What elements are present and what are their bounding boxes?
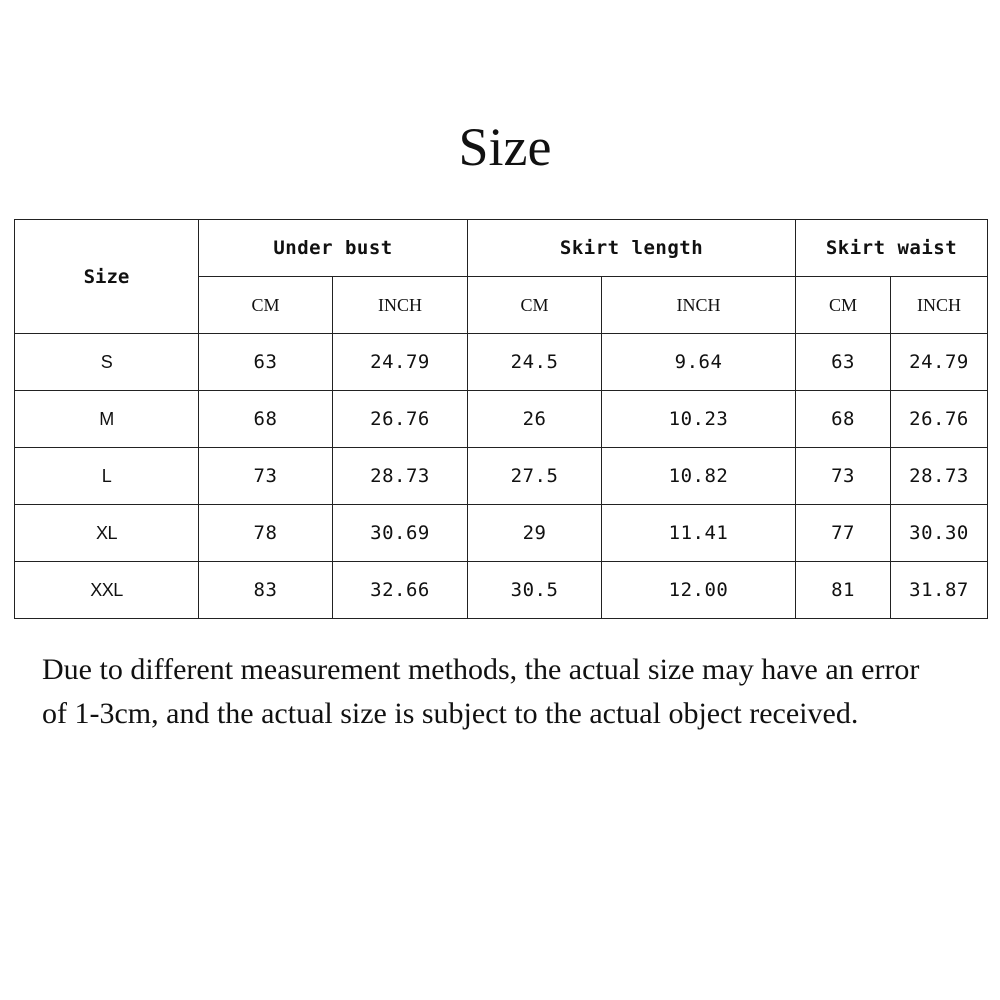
measurement-note: Due to different measurement methods, the actual size may have an error of 1-3cm, and the actual size is subject to the actual object received.: [42, 653, 920, 730]
size-label: L: [15, 448, 199, 505]
table-row: [15, 391, 988, 448]
skirt-length-cm: 30.5: [468, 562, 602, 619]
skirt-length-inch: 10.23: [602, 391, 796, 448]
skirt-length-inch: 10.82: [602, 448, 796, 505]
skirt-length-cm: 27.5: [468, 448, 602, 505]
skirt-waist-header: Skirt waist: [796, 220, 988, 277]
size-chart-table: [14, 219, 988, 619]
table-header-row: [15, 220, 988, 277]
under-bust-inch: 24.79: [333, 334, 468, 391]
under-bust-inch: 32.66: [333, 562, 468, 619]
size-column-header: Size: [15, 220, 199, 334]
table-row: [15, 562, 988, 619]
size-label: XL: [15, 505, 199, 562]
under-bust-cm: 78: [199, 505, 333, 562]
skirt-length-inch: 12.00: [602, 562, 796, 619]
unit-header-inch: INCH: [602, 277, 796, 334]
unit-header-cm: CM: [199, 277, 333, 334]
skirt-length-header: Skirt length: [468, 220, 796, 277]
under-bust-cm: 63: [199, 334, 333, 391]
skirt-length-inch: 11.41: [602, 505, 796, 562]
unit-header-inch: INCH: [333, 277, 468, 334]
unit-header-cm: CM: [796, 277, 891, 334]
under-bust-header: Under bust: [199, 220, 468, 277]
skirt-waist-inch: 31.87: [891, 562, 988, 619]
skirt-waist-inch: 30.30: [891, 505, 988, 562]
unit-header-inch: INCH: [891, 277, 988, 334]
skirt-length-cm: 24.5: [468, 334, 602, 391]
skirt-waist-inch: 26.76: [891, 391, 988, 448]
skirt-waist-cm: 77: [796, 505, 891, 562]
table-row: [15, 505, 988, 562]
skirt-waist-cm: 81: [796, 562, 891, 619]
under-bust-cm: 68: [199, 391, 333, 448]
skirt-waist-cm: 68: [796, 391, 891, 448]
skirt-waist-inch: 28.73: [891, 448, 988, 505]
table-row: [15, 334, 988, 391]
skirt-waist-inch: 24.79: [891, 334, 988, 391]
skirt-length-cm: 29: [468, 505, 602, 562]
skirt-waist-cm: 63: [796, 334, 891, 391]
skirt-waist-cm: 73: [796, 448, 891, 505]
under-bust-cm: 73: [199, 448, 333, 505]
size-label: M: [15, 391, 199, 448]
page-title: Size: [458, 117, 552, 177]
under-bust-inch: 28.73: [333, 448, 468, 505]
under-bust-cm: 83: [199, 562, 333, 619]
table-row: [15, 448, 988, 505]
skirt-length-inch: 9.64: [602, 334, 796, 391]
unit-header-cm: CM: [468, 277, 602, 334]
size-label: XXL: [15, 562, 199, 619]
under-bust-inch: 30.69: [333, 505, 468, 562]
under-bust-inch: 26.76: [333, 391, 468, 448]
skirt-length-cm: 26: [468, 391, 602, 448]
size-label: S: [15, 334, 199, 391]
